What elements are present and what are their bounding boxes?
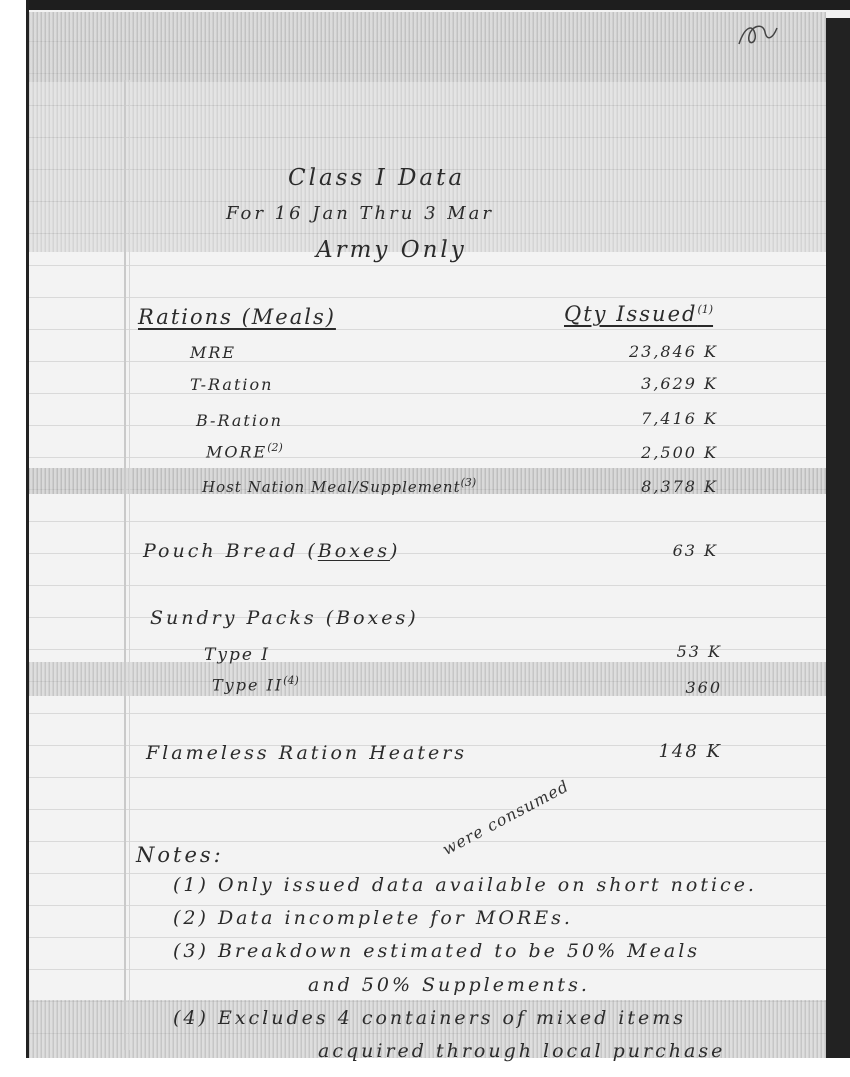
scan-margin-left (0, 0, 28, 1077)
handwritten-annotation: were consumed (439, 776, 573, 859)
row-label: Host Nation Meal/Supplement$^{(3)}$ (202, 476, 477, 496)
note-4-continued: acquired through local purchase (318, 1040, 726, 1062)
row-label: Type II$^{(4)}$ (212, 674, 299, 695)
heaters-qty: 148 K (658, 741, 722, 762)
pouch-bread-qty: 63 K (672, 541, 718, 560)
row-qty: 2,500 K (641, 443, 718, 462)
row-qty: 8,378 K (641, 477, 718, 496)
doc-period: For 16 Jan Thru 3 Mar (226, 203, 495, 224)
row-label: MRE (190, 343, 237, 362)
row-qty: 53 K (676, 642, 722, 661)
row-qty: 23,846 K (628, 342, 718, 361)
note-1: (1) Only issued data available on short notice. (173, 874, 757, 896)
scan-edge-right (826, 18, 850, 1077)
row-qty: 3,629 K (641, 374, 718, 393)
sundry-packs-label: Sundry Packs (Boxes) (150, 607, 419, 629)
scan-edge-top (28, 0, 850, 10)
row-qty: 360 (685, 678, 722, 697)
row-label: B-Ration (196, 411, 283, 430)
scan-edge-left (26, 0, 29, 1077)
row-label: Type I (204, 645, 271, 665)
row-qty: 7,416 K (641, 409, 718, 428)
notes-heading: Notes: (136, 843, 224, 867)
note-3-continued: and 50% Supplements. (308, 974, 590, 996)
note-4: (4) Excludes 4 containers of mixed items (173, 1007, 687, 1029)
pouch-bread-label: Pouch Bread (Boxes) (143, 540, 401, 562)
doc-scope: Army Only (316, 237, 467, 263)
margin-rule (124, 80, 126, 1050)
note-2: (2) Data incomplete for MOREs. (173, 907, 573, 929)
initials-mark-icon (735, 20, 781, 50)
rations-header: Rations (Meals) (138, 305, 336, 329)
row-label: MORE$^{(2)}$ (206, 441, 283, 462)
doc-title: Class I Data (288, 165, 466, 191)
row-label: T-Ration (190, 375, 274, 394)
qty-header: Qty Issued$^{(1)}$ (564, 302, 714, 326)
heaters-label: Flameless Ration Heaters (146, 742, 468, 764)
note-3: (3) Breakdown estimated to be 50% Meals (173, 940, 701, 962)
scan-shadow-top (29, 12, 826, 82)
margin-rule (129, 80, 130, 1050)
